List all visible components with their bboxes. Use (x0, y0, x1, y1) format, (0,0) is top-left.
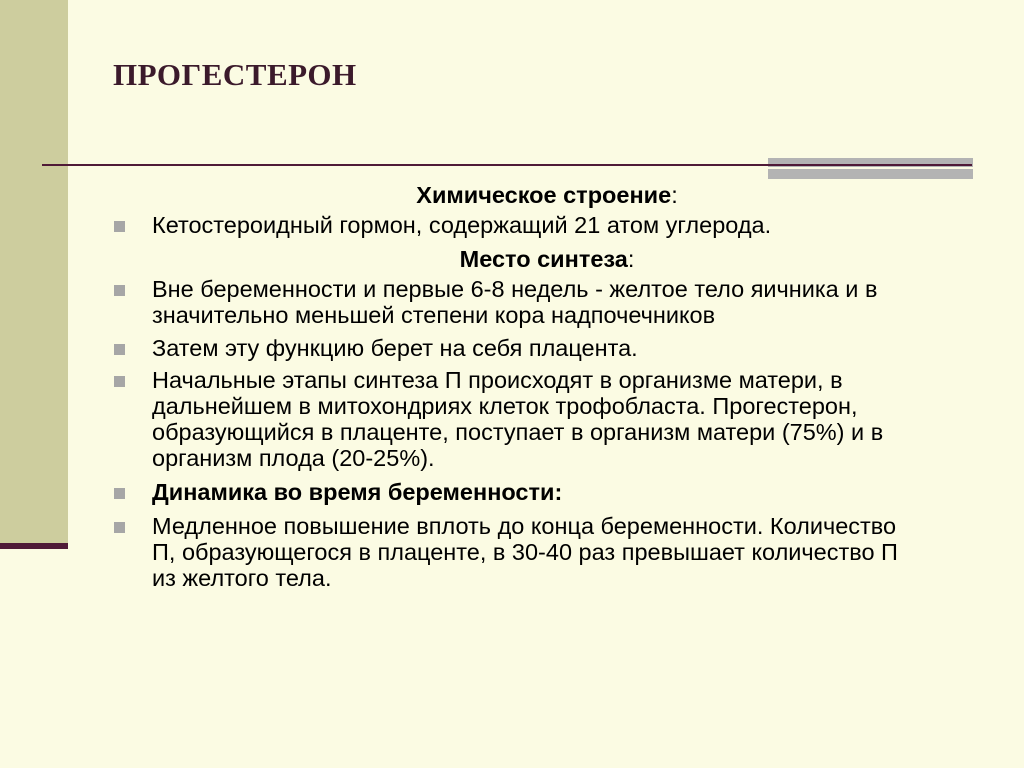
list-item-synthesis-3 (112, 367, 982, 471)
list-item-text: Кетостероидный гормон, содержащий 21 атом углерода. (152, 212, 772, 238)
slide-body (112, 180, 982, 600)
square-bullet-icon (114, 221, 125, 232)
list-item-text: Медленное повышение вплоть до конца беременности. Количество П, образующегося в плаценте, в 30-40 раз превышает количество П из желтого тела. (152, 513, 898, 591)
list-item-synthesis-1 (112, 276, 982, 328)
heading-chemical-structure-text: Химическое строение (416, 182, 672, 208)
list-item-dynamics (112, 513, 982, 591)
list-item-text: Начальные этапы синтеза П происходят в организме матери, в дальнейшем в митохондриях клеток трофобласта. Прогестерон, образующийся в плаценте, поступает в организм матери (75%) и в организм плода (20-25%). (152, 367, 884, 471)
heading-chemical-structure (112, 180, 982, 212)
list-item-structure (112, 212, 982, 238)
list-item-synthesis-2 (112, 335, 982, 361)
list-item-text: Затем эту функцию берет на себя плацента. (152, 335, 638, 361)
square-bullet-icon (114, 488, 125, 499)
square-bullet-icon (114, 376, 125, 387)
list-item-dynamics-heading (112, 479, 982, 505)
left-decorative-strip (0, 0, 68, 548)
square-bullet-icon (114, 344, 125, 355)
square-bullet-icon (114, 522, 125, 533)
heading-synthesis-place (112, 244, 982, 276)
heading-colon: : (627, 246, 635, 272)
heading-synthesis-place-text: Место синтеза (459, 246, 628, 272)
square-bullet-icon (114, 285, 125, 296)
heading-colon: : (671, 182, 678, 208)
slide-title: ПРОГЕСТЕРОН (113, 57, 357, 92)
list-item-text: Динамика во время беременности: (152, 479, 563, 505)
left-strip-accent-bar (0, 543, 68, 549)
title-divider-line (42, 164, 972, 166)
decorative-gray-bar-gap (768, 167, 973, 169)
list-item-text: Вне беременности и первые 6-8 недель - желтое тело яичника и в значительно меньшей степени кора надпочечников (152, 276, 878, 328)
